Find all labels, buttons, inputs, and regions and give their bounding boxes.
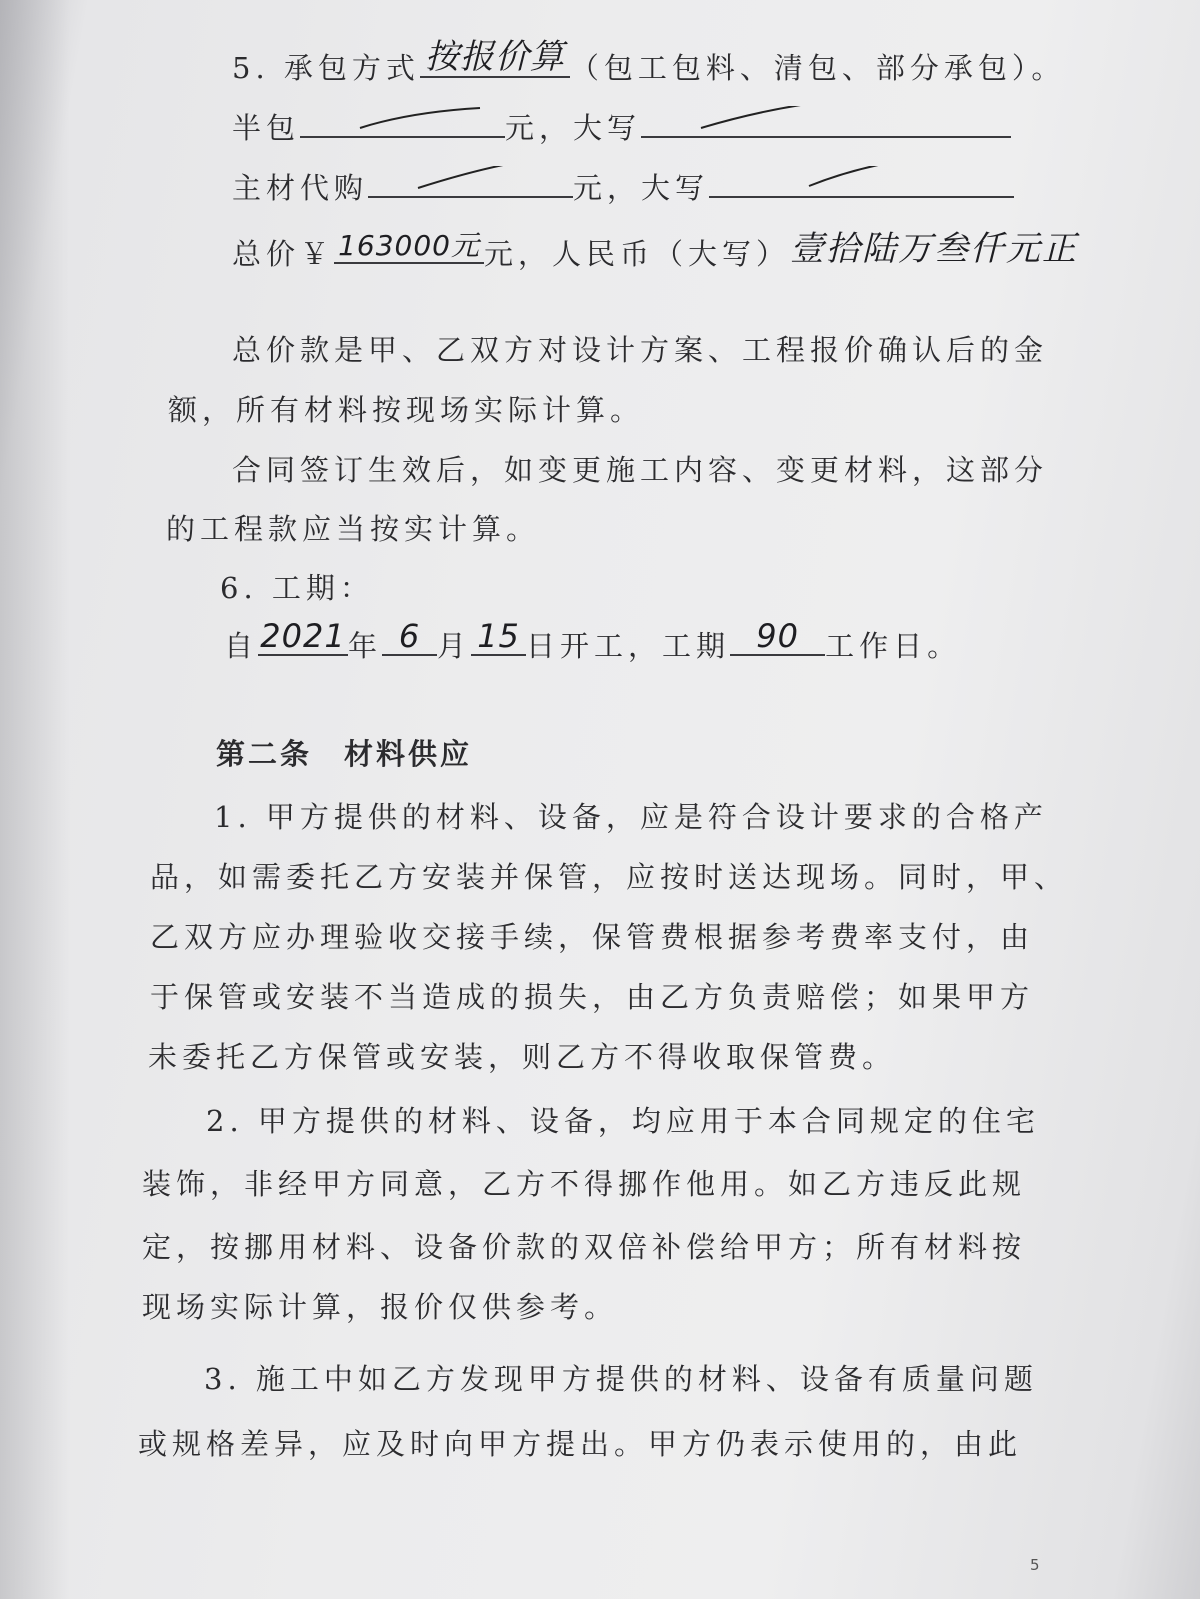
contract-method-label: 5. 承包方式 bbox=[232, 51, 420, 85]
clause-line: 品，如需委托乙方安装并保管，应按时送达现场。同时，甲、 bbox=[150, 860, 1069, 894]
total-price-upper-handwritten: 壹拾陆万叁仟元正 bbox=[790, 229, 1079, 269]
material-purchase-line bbox=[232, 172, 1014, 203]
paragraph-line: 的工程款应当按实计算。 bbox=[166, 512, 541, 546]
material-purchase-upper-field bbox=[709, 172, 1014, 198]
clause-line: 2. 甲方提供的材料、设备，均应用于本合同规定的住宅 bbox=[206, 1104, 1040, 1138]
clause-line: 或规格差异，应及时向甲方提出。甲方仍表示使用的，由此 bbox=[138, 1427, 1023, 1461]
total-price-label: 总价￥ bbox=[232, 237, 335, 271]
material-purchase-amount-field bbox=[368, 172, 573, 198]
strike-mark-icon bbox=[719, 166, 1004, 190]
start-day-handwritten: 15 bbox=[477, 617, 520, 655]
clause-line: 3. 施工中如乙方发现甲方提供的材料、设备有质量问题 bbox=[204, 1362, 1038, 1396]
day-start-label: 日开工，工期 bbox=[526, 629, 731, 663]
duration-field bbox=[730, 617, 825, 656]
schedule-label: 6. 工期： bbox=[220, 571, 374, 605]
paragraph-line: 额，所有材料按现场实际计算。 bbox=[168, 393, 645, 427]
month-label: 月 bbox=[437, 629, 472, 663]
total-price-handwritten: 163000元 bbox=[338, 229, 480, 262]
half-package-amount-field bbox=[300, 112, 505, 138]
paragraph-line: 总价款是甲、乙双方对设计方案、工程报价确认后的金 bbox=[232, 333, 1049, 367]
total-price-mid: 元，人民币（大写） bbox=[484, 237, 791, 271]
clause-line: 1. 甲方提供的材料、设备，应是符合设计要求的合格产 bbox=[214, 800, 1048, 834]
start-month-field bbox=[382, 617, 437, 656]
year-label: 年 bbox=[348, 629, 383, 663]
strike-mark-icon bbox=[651, 106, 1001, 130]
contract-method-handwritten: 按报价算 bbox=[424, 37, 565, 77]
schedule-line bbox=[224, 617, 962, 663]
total-price-line bbox=[232, 229, 1079, 271]
clause-line: 装饰，非经甲方同意，乙方不得挪作他用。如乙方违反此规 bbox=[142, 1167, 1027, 1201]
workdays-label: 工作日。 bbox=[825, 629, 962, 663]
total-price-field bbox=[334, 229, 484, 264]
start-year-field bbox=[258, 617, 348, 656]
start-month-handwritten: 6 bbox=[398, 617, 421, 655]
start-day-field bbox=[471, 617, 526, 656]
paragraph-line: 合同签订生效后，如变更施工内容、变更材料，这部分 bbox=[232, 453, 1049, 487]
half-package-upper-field bbox=[641, 112, 1011, 138]
contract-method-options: （包工包料、清包、部分承包）。 bbox=[569, 51, 1066, 85]
page-number: 5 bbox=[1030, 1556, 1040, 1574]
clause-line: 定，按挪用材料、设备价款的双倍补偿给甲方；所有材料按 bbox=[142, 1230, 1027, 1264]
clause-line: 未委托乙方保管或安装，则乙方不得收取保管费。 bbox=[148, 1040, 897, 1074]
duration-handwritten: 90 bbox=[756, 617, 799, 655]
half-package-line bbox=[232, 112, 1011, 143]
start-year-handwritten: 2021 bbox=[260, 617, 346, 655]
clause-line: 于保管或安装不当造成的损失，由乙方负责赔偿；如果甲方 bbox=[150, 980, 1035, 1014]
contract-method-field bbox=[420, 37, 570, 78]
material-purchase-yuan: 元，大写 bbox=[573, 171, 710, 205]
page-shadow bbox=[0, 0, 70, 1599]
strike-mark-icon bbox=[310, 106, 495, 130]
clause-line: 乙双方应办理验收交接手续，保管费根据参考费率支付，由 bbox=[150, 920, 1035, 954]
material-purchase-label: 主材代购 bbox=[232, 171, 369, 205]
article-heading: 第二条 材料供应 bbox=[216, 737, 473, 771]
half-package-yuan: 元，大写 bbox=[505, 111, 642, 145]
half-package-label: 半包 bbox=[232, 111, 301, 145]
strike-mark-icon bbox=[378, 166, 563, 190]
contract-method-line bbox=[232, 37, 1066, 85]
clause-line: 现场实际计算，报价仅供参考。 bbox=[142, 1290, 619, 1324]
schedule-from: 自 bbox=[224, 629, 259, 663]
